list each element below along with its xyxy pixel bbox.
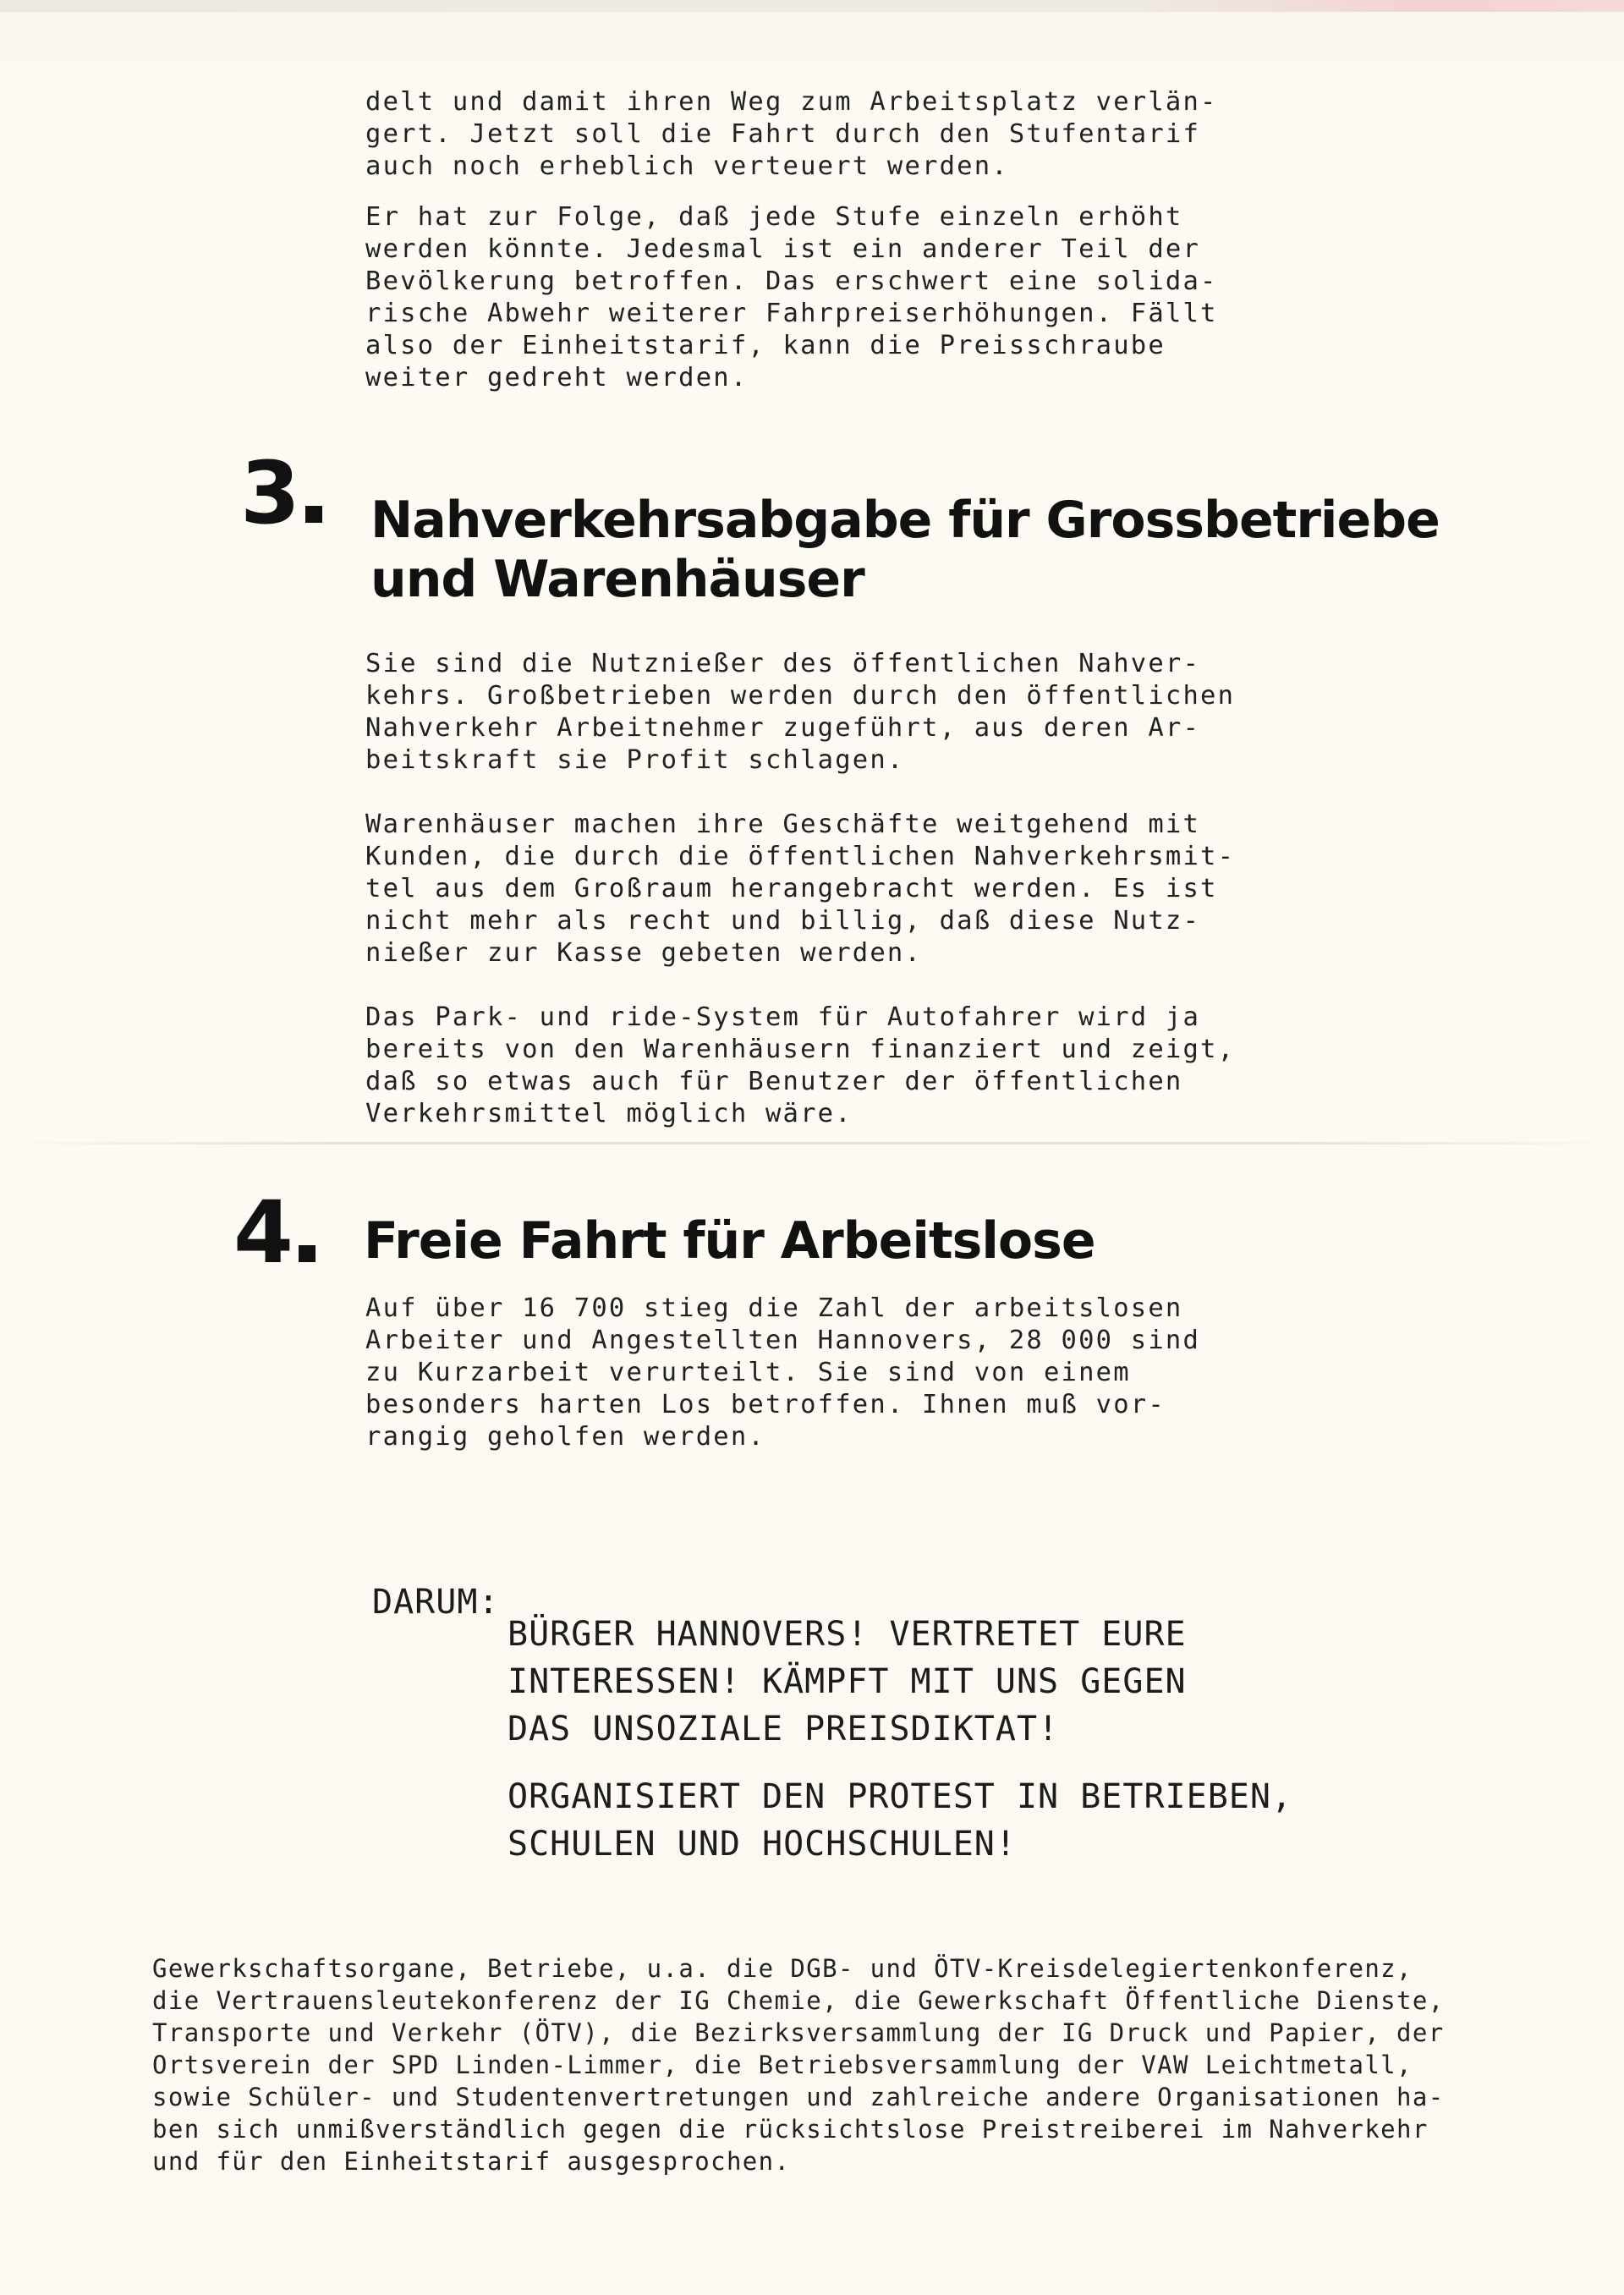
footer-paragraph: Gewerkschaftsorgane, Betriebe, u.a. die DGB- und ÖTV-Kreisdelegiertenkonferenz, die Vertrauensleutekonferenz der IG Chemie, die Gewerkschaft Öffentliche Dienste, Transporte und Verkehr (ÖTV), die Bezirksversammlung der IG Druck und Papier, der Ortsverein der SPD Linden-Limmer, die Betriebsversammlung der VAW Leichtmetall, sowie Schüler- und Studentenvertretungen und zahlreiche andere Organisationen ha- ben sich unmißverständlich gegen die rücksichtslose Preistreiberei im Nahverkehr und für den Einheitstarif ausgesprochen.	[152, 1954, 1445, 2176]
section-3-title	[370, 491, 1470, 609]
section-4-title: Freie Fahrt für Arbeitslose	[364, 1211, 1095, 1271]
intro-paragraph-1: delt und damit ihren Weg zum Arbeitsplatz verlän- gert. Jetzt soll die Fahrt durch den Stufentarif auch noch erheblich verteuert werden.	[365, 87, 1218, 181]
section-4-number: 4	[233, 1191, 315, 1276]
paper-fold-line	[0, 1142, 1624, 1145]
section-3-paragraph-3: Das Park- und ride-System für Autofahrer wird ja bereits von den Warenhäusern finanziert und zeigt, daß so etwas auch für Benutzer der öffentlichen Verkehrsmittel möglich wäre.	[365, 1002, 1236, 1128]
section-3-bullet	[305, 506, 322, 523]
section-3-paragraph-1: Sie sind die Nutznießer des öffentlichen Nahver- kehrs. Großbetrieben werden durch den öffentlichen Nahverkehr Arbeitnehmer zugeführt, aus deren Ar- beitskraft sie Profit schlagen.	[365, 649, 1236, 775]
section-3-paragraph-2: Warenhäuser machen ihre Geschäfte weitgehend mit Kunden, die durch die öffentlichen Nahverkehrsmit- tel aus dem Großraum herangebracht werden. Es ist nicht mehr als recht und billig, daß diese Nutz- nießer zur Kasse gebeten werden.	[365, 810, 1236, 968]
appeal-label: DARUM:	[372, 1583, 500, 1622]
section-3-title-line-1: Nahverkehrsabgabe für Grossbetriebe	[370, 491, 1440, 550]
section-4-paragraph-1: Auf über 16 700 stieg die Zahl der arbeitslosen Arbeiter und Angestellten Hannovers, 28 000 sind zu Kurzarbeit verurteilt. Sie sind von einem besonders harten Los betroffen. Ihnen muß vor- rangig geholfen werden.	[365, 1293, 1201, 1452]
appeal-block-2: ORGANISIERT DEN PROTEST IN BETRIEBEN, SCHULEN UND HOCHSCHULEN!	[508, 1777, 1293, 1864]
intro-paragraph-2: Er hat zur Folge, daß jede Stufe einzeln erhöht werden könnte. Jedesmal ist ein anderer Teil der Bevölkerung betroffen. Das erschwert eine solida- rische Abwehr weiterer Fahrpreiserhöhungen. Fällt also der Einheitstarif, kann die Preisschraube weiter gedreht werden.	[365, 202, 1218, 393]
paper-top-edge	[0, 0, 1624, 12]
section-4-bullet	[299, 1245, 315, 1262]
appeal-block-1: BÜRGER HANNOVERS! VERTRETET EURE INTERESSEN! KÄMPFT MIT UNS GEGEN DAS UNSOZIALE PREISDIKTAT!	[508, 1615, 1187, 1749]
section-3-number: 3	[240, 452, 322, 536]
section-3-title-line-2: und Warenhäuser	[370, 550, 864, 609]
